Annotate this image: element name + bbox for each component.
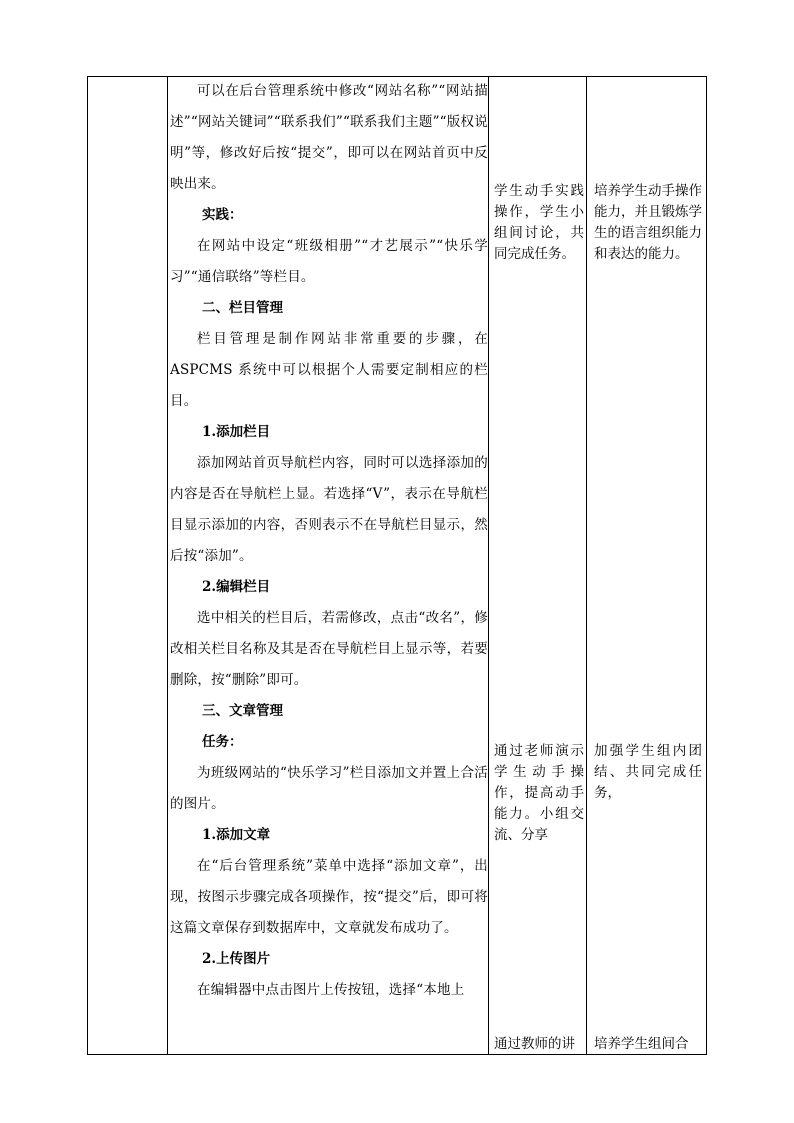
design-intent-3: 培养学生组间合 xyxy=(594,1036,689,1052)
heading-task: 任务： xyxy=(202,734,243,750)
student-activity-1: 学生动手实践操作，学生小组间讨论，共同完成任务。 xyxy=(494,183,584,262)
paragraph-add-article: 在“后台管理系统”菜单中选择“添加文章”，出现，按图示步骤完成各项操作，按“提交”后，即可将这篇文章保存到数据库中，文章就发布成功了。 xyxy=(170,858,488,936)
table-right-border xyxy=(706,76,707,1055)
table-left-border xyxy=(87,76,88,1055)
paragraph-practice: 在网站中设定“班级相册”“才艺展示”“快乐学习”“通信联络”等栏目。 xyxy=(170,238,488,285)
teaching-content-column xyxy=(170,76,488,1006)
design-intent-1: 培养学生动手操作能力，并且锻炼学生的语言组织能力和表达的能力。 xyxy=(594,183,702,262)
paragraph-task: 为班级网站的“快乐学习”栏目添加文并置上合活的图片。 xyxy=(170,765,488,812)
paragraph-edit-column: 选中相关的栏目后，若需修改，点击“改名”，修改相关栏目名称及其是否在导航栏目上显示等，若要删除，按“删除”即可。 xyxy=(170,610,488,688)
paragraph-column-management: 栏目管理是制作网站非常重要的步骤，在ASPCMS 系统中可以根据个人需要定制相应的栏目。 xyxy=(170,331,488,409)
column-divider-2 xyxy=(488,76,489,1055)
student-activity-3: 通过教师的讲 xyxy=(494,1036,575,1052)
heading-add-column: 1.添加栏目 xyxy=(202,424,271,440)
heading-add-article: 1.添加文章 xyxy=(202,827,271,843)
design-intent-2: 加强学生组内团结、共同完成任务， xyxy=(594,743,702,801)
paragraph-site-settings: 可以在后台管理系统中修改“网站名称”“网站描述”“网站关键词”“联系我们”“联系我们主题”“版权说明”等，修改好后按“提交”，即可以在网站首页中反映出来。 xyxy=(170,83,488,192)
paragraph-upload-image: 在编辑器中点击图片上传按钮，选择“本地上 xyxy=(197,982,465,998)
student-activity-2: 通过老师演示学生动手操作，提高动手能力。小组交流、分享 xyxy=(494,743,584,843)
column-divider-3 xyxy=(586,76,587,1055)
paragraph-add-column: 添加网站首页导航栏内容，同时可以选择添加的内容是否在导航栏上显。若选择“V”，表示在导航栏目显示添加的内容，否则表示不在导航栏目显示，然后按“添加”。 xyxy=(170,455,488,564)
heading-column-management: 二、栏目管理 xyxy=(202,300,283,316)
heading-article-management: 三、文章管理 xyxy=(202,703,283,719)
column-divider-1 xyxy=(167,76,168,1055)
heading-edit-column: 2.编辑栏目 xyxy=(202,579,271,595)
heading-upload-image: 2.上传图片 xyxy=(202,951,271,967)
heading-practice: 实践： xyxy=(202,207,243,223)
